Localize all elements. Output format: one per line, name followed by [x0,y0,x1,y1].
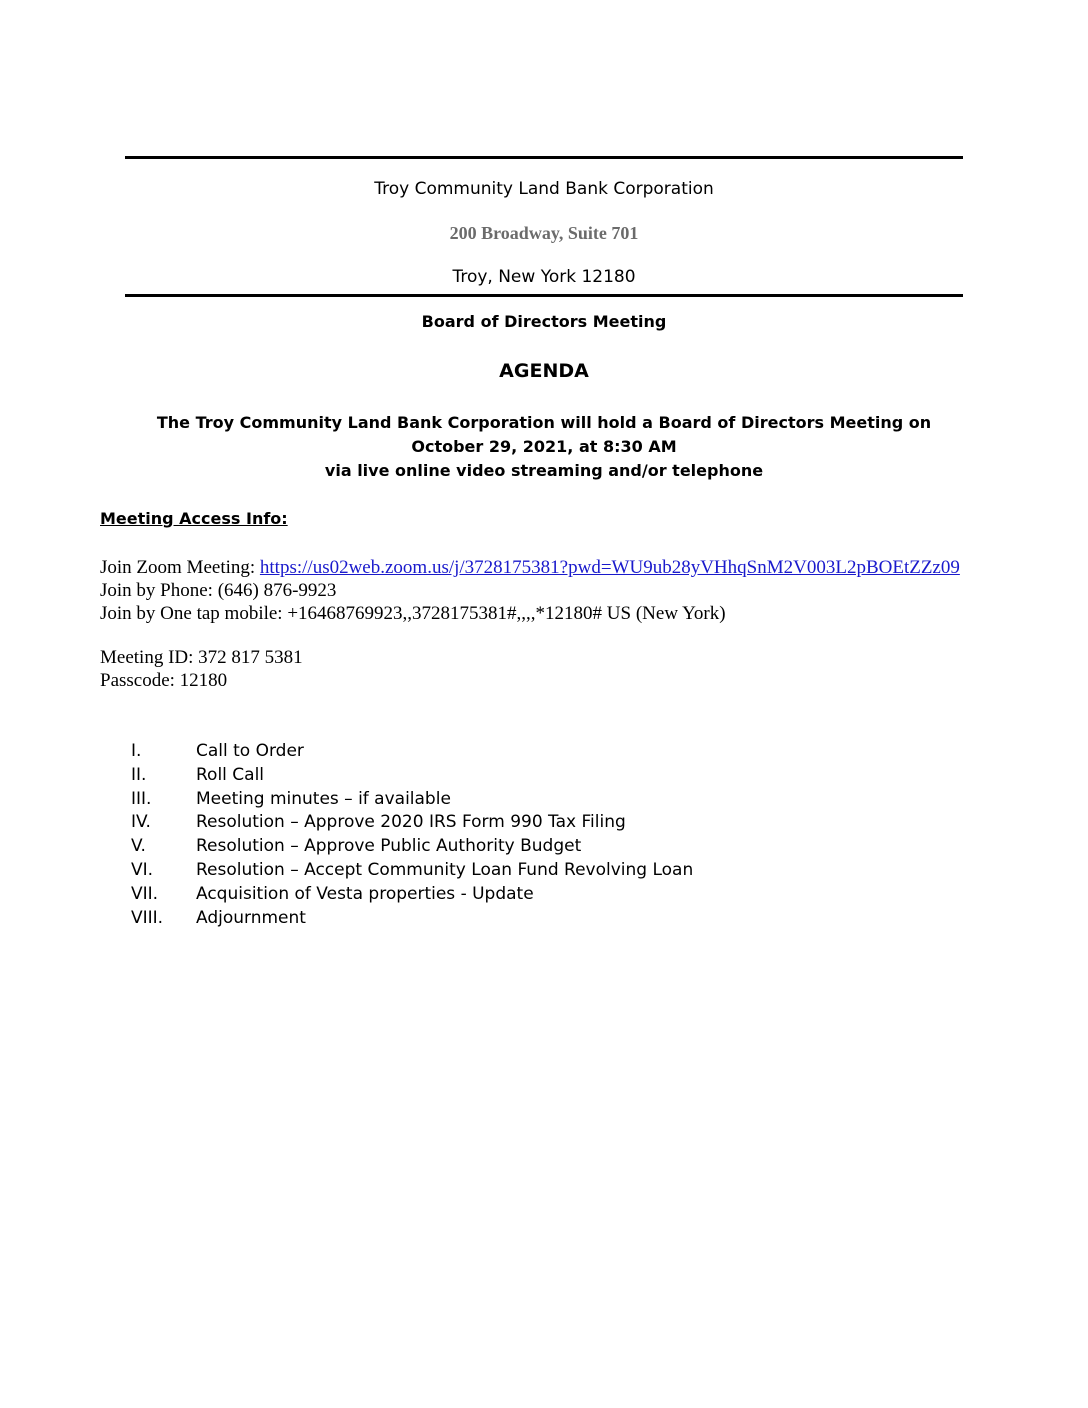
agenda-item-text: Resolution – Accept Community Loan Fund Revolving Loan [196,859,694,880]
one-tap-line: Join by One tap mobile: +16468769923,,3728175381#,,,,*12180# US (New York) [100,603,726,624]
agenda-item-number: III. [131,788,152,809]
announcement-line-1: The Troy Community Land Bank Corporation will hold a Board of Directors Meeting on [156,413,932,432]
agenda-item-text: Resolution – Approve Public Authority Budget [196,836,582,857]
agenda-item [131,907,693,931]
agenda-title: AGENDA [499,360,589,382]
agenda-item-number: V. [131,836,146,857]
agenda-item [131,883,693,907]
header-bottom-rule [125,294,963,297]
agenda-item-text: Roll Call [196,764,265,785]
agenda-item-number: IV. [131,812,151,833]
agenda-item-text: Acquisition of Vesta properties - Update [196,883,534,904]
agenda-item-text: Resolution – Approve 2020 IRS Form 990 Tax Filing [196,812,626,833]
organization-address: 200 Broadway, Suite 701 [449,223,639,243]
agenda-item-number: VIII. [131,907,164,928]
agenda-item [131,788,693,812]
agenda-item-text: Meeting minutes – if available [196,788,451,809]
agenda-item-number: VI. [131,859,154,880]
agenda-item [131,811,693,835]
top-rule [125,156,963,159]
agenda-item-number: II. [131,764,147,785]
access-info-heading: Meeting Access Info: [100,509,288,528]
agenda-item-text: Call to Order [196,741,304,761]
agenda-item-number: I. [131,741,142,761]
passcode: Passcode: 12180 [100,670,228,691]
announcement-line-3: via live online video streaming and/or telephone [324,461,764,480]
zoom-label: Join Zoom Meeting: [100,557,260,578]
zoom-meeting-link[interactable]: https://us02web.zoom.us/j/3728175381?pwd=WU9ub28yVHhqSnM2V003L2pBOEtZZz09 [259,557,960,578]
agenda-item-text: Adjournment [196,907,306,928]
organization-city: Troy, New York 12180 [452,267,636,287]
agenda-list [131,740,693,930]
agenda-item [131,835,693,859]
announcement-line-2: October 29, 2021, at 8:30 AM [411,437,677,456]
zoom-line [100,556,960,579]
organization-name: Troy Community Land Bank Corporation [374,179,714,199]
meeting-type: Board of Directors Meeting [421,312,667,331]
agenda-item [131,740,693,764]
phone-line: Join by Phone: (646) 876-9923 [100,580,337,601]
access-info-block [100,556,960,625]
meeting-announcement [125,411,963,483]
agenda-item-number: VII. [131,883,159,904]
agenda-item [131,859,693,883]
meeting-id: Meeting ID: 372 817 5381 [100,647,303,668]
agenda-item [131,764,693,788]
meeting-credentials [100,646,303,692]
